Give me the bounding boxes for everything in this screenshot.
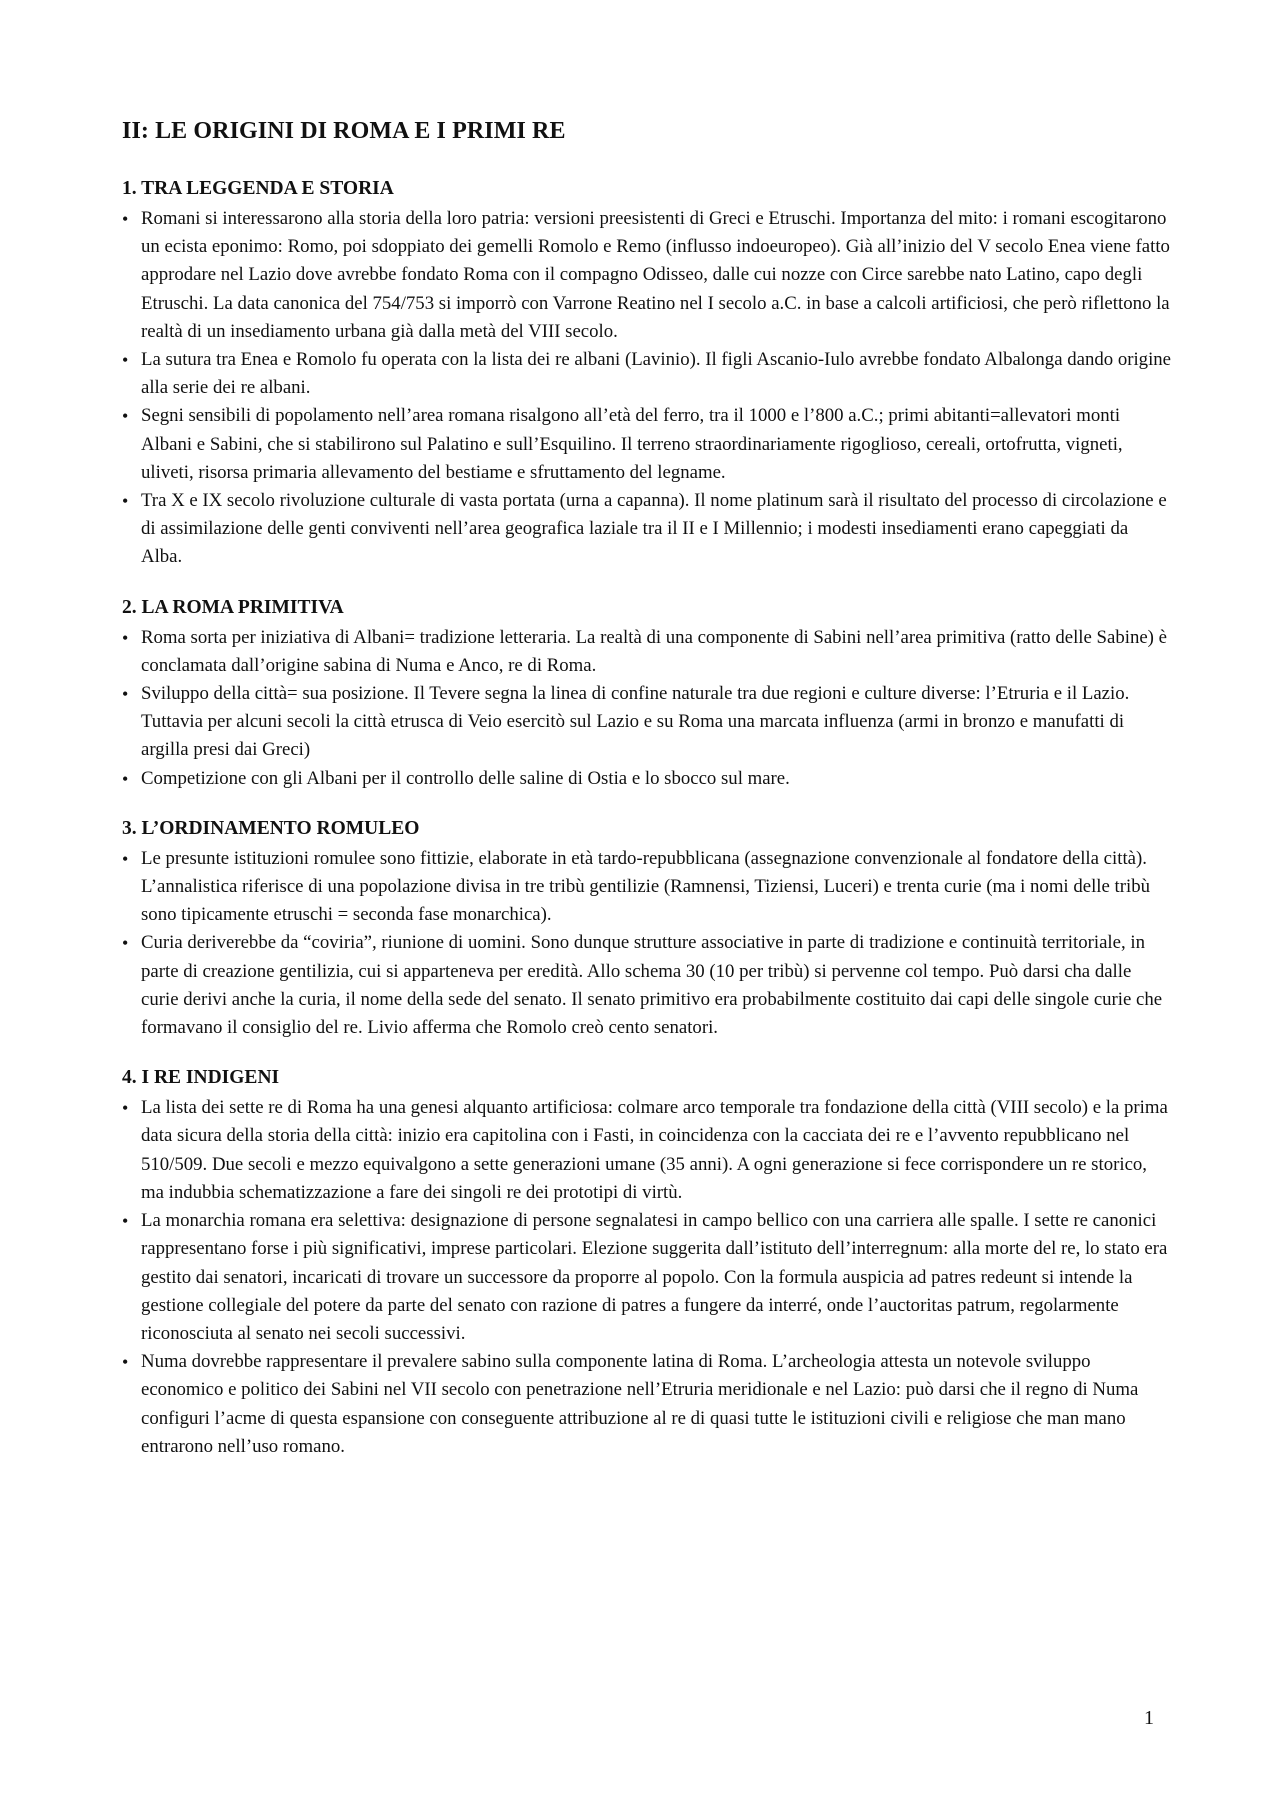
list-item: • Romani si interessarono alla storia della loro patria: versioni preesistenti di Greci e Etruschi. Importanza del mito: i romani escogitarono un ecista eponimo: Romo, poi sdoppiato dei gemelli Romolo e Remo (influsso indoeuropeo). Già all’inizio del V secolo Enea viene fatto approdare nel Lazio dove avrebbe fondato Roma con il compagno Odisseo, dalle cui nozze con Circe sarebbe nato Latino, capo degli Etruschi. La data canonica del 754/753 si imporrò con Varrone Reatino nel I secolo a.C. in base a calcoli artificiosi, che però riflettono la realtà di un insediamento urbana già dalla metà del VIII secolo. xyxy=(122,205,1172,346)
section-re-indigeni xyxy=(122,1064,1172,1461)
list-item: • Segni sensibili di popolamento nell’area romana risalgono all’età del ferro, tra il 1000 e l’800 a.C.; primi abitanti=allevatori monti Albani e Sabini, che si stabilirono sul Palatino e sull’Esquilino. Il terreno straordinariamente rigoglioso, cereali, ortofrutta, vigneti, uliveti, risorsa primaria allevamento del bestiame e sfruttamento del legname. xyxy=(122,402,1172,487)
list-item: • Sviluppo della città= sua posizione. Il Tevere segna la linea di confine naturale tra due regioni e culture diverse: l’Etruria e il Lazio. Tuttavia per alcuni secoli la città etrusca di Veio esercitò sul Lazio e su Roma una marcata influenza (armi in bronzo e manufatti di argilla presi dai Greci) xyxy=(122,680,1172,765)
section-heading: 4. I RE INDIGENI xyxy=(122,1067,280,1089)
page-number: 1 xyxy=(1144,1707,1154,1729)
list-item: • La lista dei sette re di Roma ha una genesi alquanto artificiosa: colmare arco temporale tra fondazione della città (VIII secolo) e la prima data sicura della storia della città: inizio era capitolina con i Fasti, in coincidenza con la cacciata dei re e l’avvento repubblicano nel 510/509. Due secoli e mezzo equivalgono a sette generazioni umane (35 anni). A ogni generazione si fece corrispondere un re storico, ma indubbia schematizzazione a fare dei singoli re dei prototipi di virtù. xyxy=(122,1094,1172,1207)
list-item: • Roma sorta per iniziativa di Albani= tradizione letteraria. La realtà di una componente di Sabini nell’area primitiva (ratto delle Sabine) è conclamata dall’origine sabina di Numa e Anco, re di Roma. xyxy=(122,624,1172,680)
bullet-list xyxy=(122,205,1172,572)
section-ordinamento-romuleo xyxy=(122,815,1172,1042)
section-la-roma-primitiva xyxy=(122,594,1172,793)
bullet-list xyxy=(122,624,1172,793)
list-item: • La sutura tra Enea e Romolo fu operata con la lista dei re albani (Lavinio). Il figli Ascanio-Iulo avrebbe fondato Albalonga dando origine alla serie dei re albani. xyxy=(122,346,1172,402)
bullet-list xyxy=(122,845,1172,1042)
list-item: • Tra X e IX secolo rivoluzione culturale di vasta portata (urna a capanna). Il nome platinum sarà il risultato del processo di circolazione e di assimilazione delle genti conviventi nell’area geografica laziale tra il II e I Millennio; i modesti insediamenti erano capeggiati da Alba. xyxy=(122,487,1172,572)
bullet-list xyxy=(122,1094,1172,1461)
list-item: • Curia deriverebbe da “coviria”, riunione di uomini. Sono dunque strutture associative in parte di tradizione e continuità territoriale, in parte di creazione gentilizia, cui si apparteneva per eredità. Allo schema 30 (10 per tribù) si pervenne col tempo. Può darsi cha dalle curie derivi anche la curia, il nome della sede del senato. Il senato primitivo era probabilmente costituito dai capi delle singole curie che formavano il consiglio del re. Livio afferma che Romolo creò cento senatori. xyxy=(122,929,1172,1042)
page-title: II: LE ORIGINI DI ROMA E I PRIMI RE xyxy=(122,118,566,144)
section-tra-leggenda-e-storia xyxy=(122,175,1172,572)
document-page xyxy=(122,118,1172,1483)
list-item: • Le presunte istituzioni romulee sono fittizie, elaborate in età tardo-repubblicana (assegnazione convenzionale al fondatore della città). L’annalistica riferisce di una popolazione divisa in tre tribù gentilizie (Ramnensi, Tiziensi, Luceri) e trenta curie (ma i nomi delle tribù sono tipicamente etruschi = seconda fase monarchica). xyxy=(122,845,1172,930)
list-item: • Numa dovrebbe rappresentare il prevalere sabino sulla componente latina di Roma. L’archeologia attesta un notevole sviluppo economico e politico dei Sabini nel VII secolo con penetrazione nell’Etruria meridionale e nel Lazio: può darsi che il regno di Numa configuri l’acme di questa espansione con conseguente attribuzione al re di quasi tutte le istituzioni civili e religiose che man mano entrarono nell’uso romano. xyxy=(122,1348,1172,1461)
list-item: • La monarchia romana era selettiva: designazione di persone segnalatesi in campo bellico con una carriera alle spalle. I sette re canonici rappresentano forse i più significativi, imprese particolari. Elezione suggerita dall’istituto dell’interregnum: alla morte del re, lo stato era gestito dai senatori, incaricati di trovare un successore da proporre al popolo. Con la formula auspicia ad patres redeunt si intende la gestione collegiale del potere da parte del senato con razione di patres a fungere da interré, onde l’auctoritas patrum, regolarmente riconosciuta al senato nei secoli successivi. xyxy=(122,1207,1172,1348)
list-item: • Competizione con gli Albani per il controllo delle saline di Ostia e lo sbocco sul mare. xyxy=(122,765,1172,793)
section-heading: 1. TRA LEGGENDA E STORIA xyxy=(122,178,394,199)
section-heading: 2. LA ROMA PRIMITIVA xyxy=(122,596,344,618)
section-heading: 3. L’ORDINAMENTO ROMULEO xyxy=(122,817,420,839)
